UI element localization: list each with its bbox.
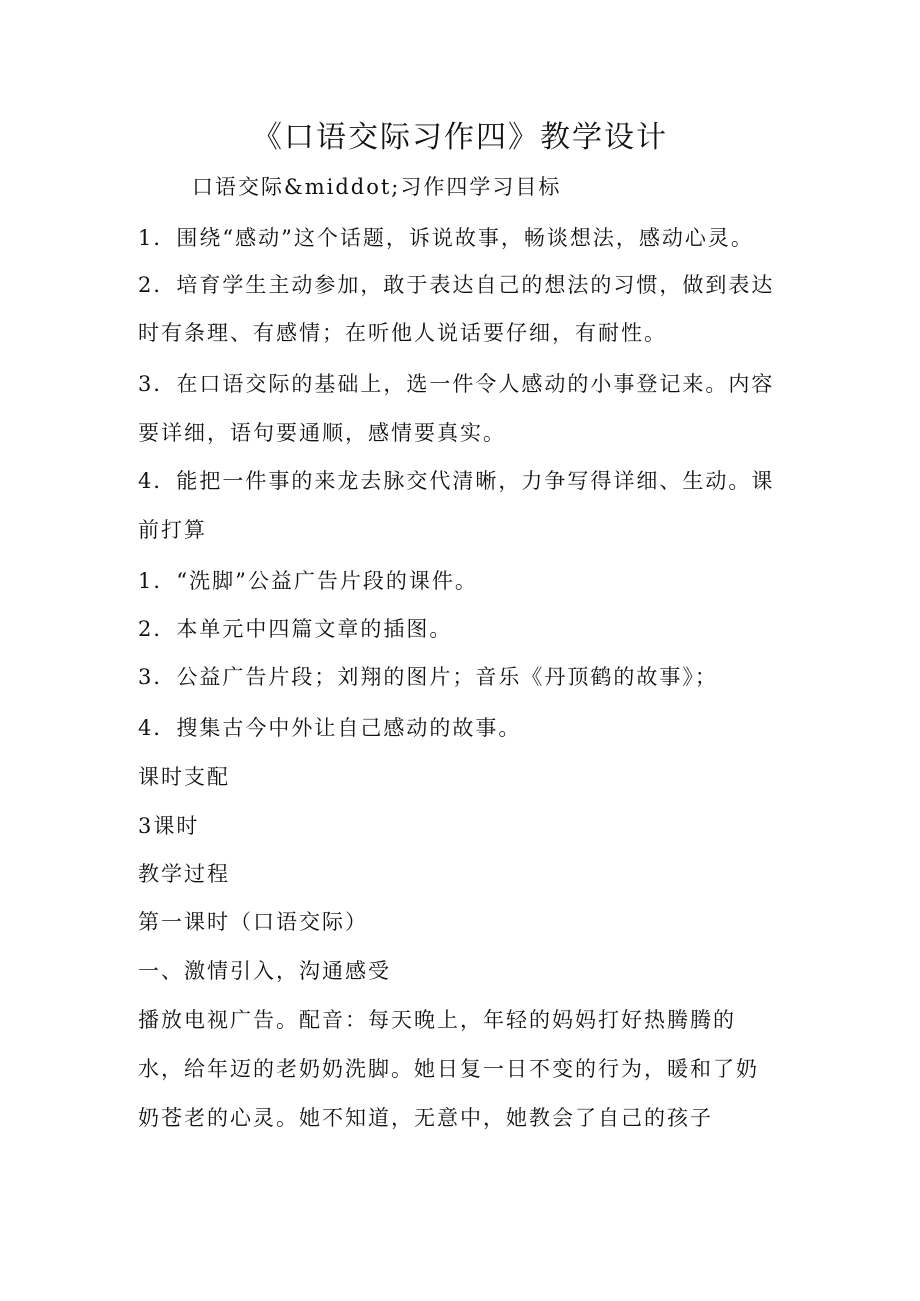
preparation-item: 1．“洗脚”公益广告片段的课件。 [138, 569, 478, 593]
preparation-item: 4．搜集古今中外让自己感动的故事。 [138, 716, 522, 740]
objective-line: 1．围绕“感动”这个话题，诉说故事，畅谈想法，感动心灵。 [138, 226, 754, 250]
preparation-item: 3．公益广告片段；刘翔的图片；音乐《丹顶鹤的故事》； [138, 665, 718, 689]
body-paragraph-line: 水，给年迈的老奶奶洗脚。她日复一日不变的行为，暖和了奶 [138, 1057, 759, 1081]
objective-line: 2．培育学生主动参加，敢于表达自己的想法的习惯，做到表达 [138, 273, 775, 297]
document-title: 《口语交际习作四》教学设计 [252, 120, 668, 155]
lesson-heading: 第一课时（口语交际） [138, 910, 368, 934]
step-heading: 一、激情引入，沟通感受 [138, 959, 391, 983]
schedule-value: 3课时 [138, 814, 200, 838]
section-heading-schedule: 课时支配 [138, 765, 230, 789]
section-heading-process: 教学过程 [138, 862, 230, 886]
body-paragraph-line: 播放电视广告。配音：每天晚上，年轻的妈妈打好热腾腾的 [138, 1008, 736, 1032]
objective-line: 3．在口语交际的基础上，选一件令人感动的小事登记来。内容 [138, 372, 775, 396]
body-paragraph-line: 奶苍老的心灵。她不知道，无意中，她教会了自己的孩子 [138, 1106, 713, 1130]
preparation-item: 2．本单元中四篇文章的插图。 [138, 617, 453, 641]
objective-line: 4．能把一件事的来龙去脉交代清晰，力争写得详细、生动。课 [138, 469, 775, 493]
objective-line-continued: 要详细，语句要通顺，感情要真实。 [138, 421, 506, 445]
document-subtitle: 口语交际&middot;习作四学习目标 [192, 175, 562, 199]
objective-line-continued: 时有条理、有感情；在听他人说话要仔细，有耐性。 [138, 321, 667, 345]
section-heading-preparation: 前打算 [138, 518, 207, 542]
